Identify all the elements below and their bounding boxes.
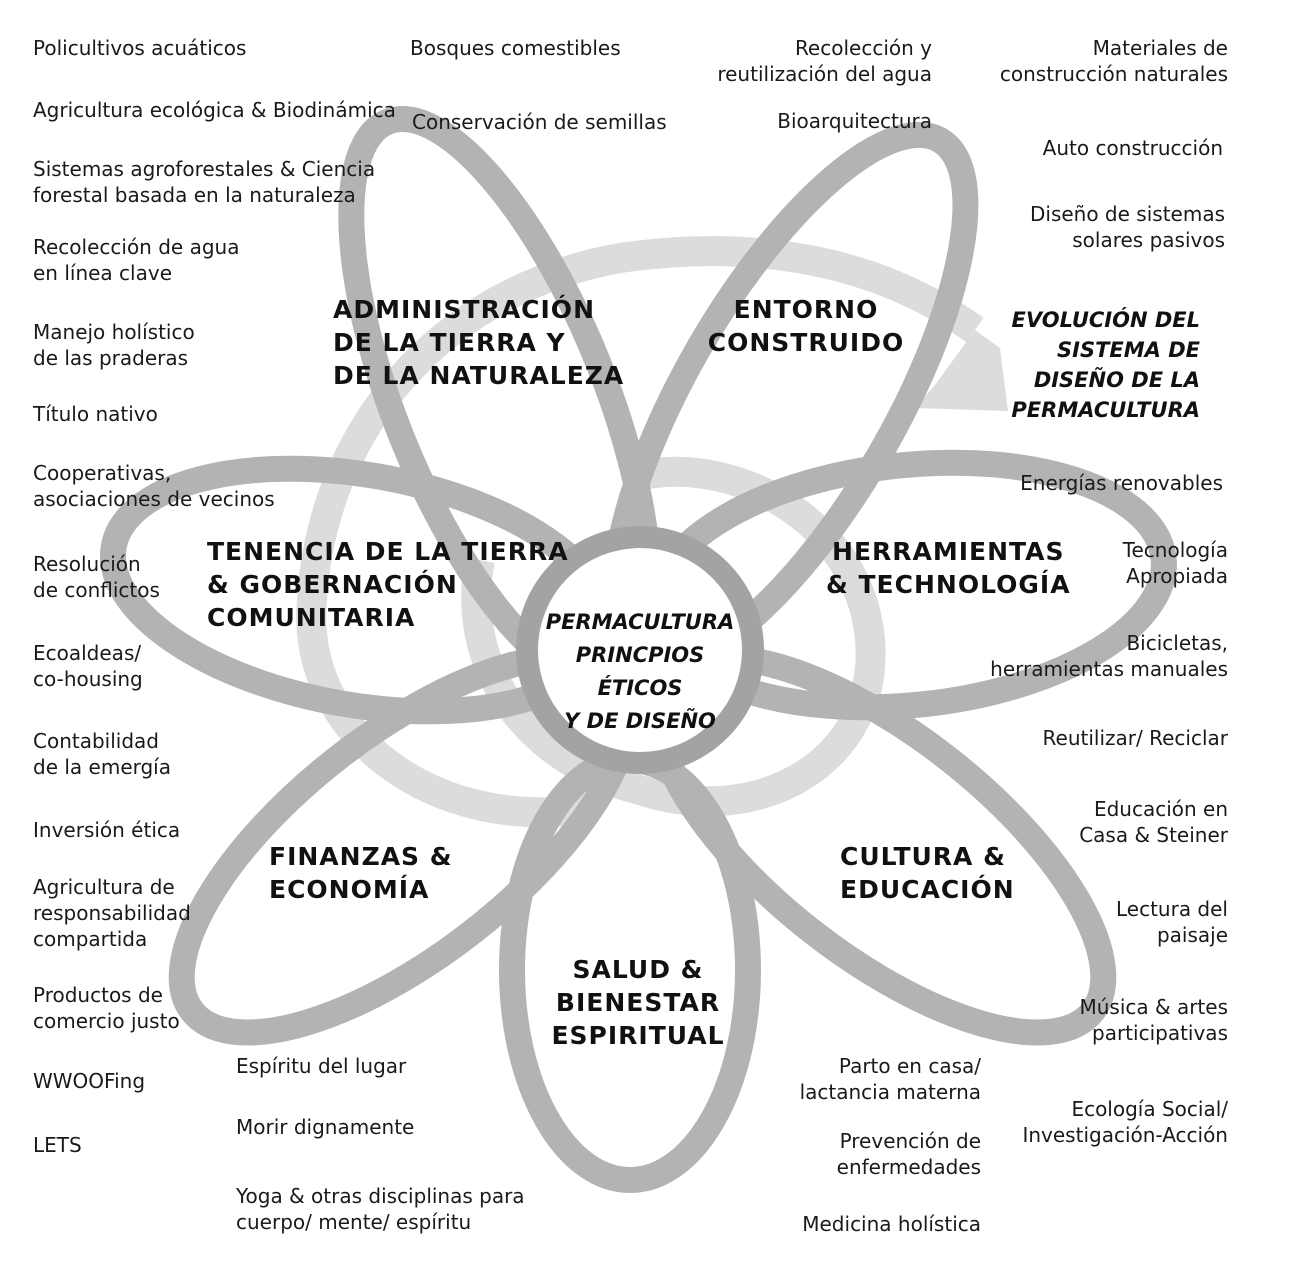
domain-finance: FINANZAS & ECONOMÍA [269, 842, 453, 904]
list-item: Bicicletas, herramientas manuales [990, 631, 1228, 681]
domain-land: ADMINISTRACIÓN DE LA TIERRA Y DE LA NATURALEZA [333, 295, 625, 390]
list-item: Sistemas agroforestales & Ciencia forestal basada en la naturaleza [33, 157, 376, 207]
list-item: Manejo holístico de las praderas [33, 320, 195, 370]
list-item: Música & artes participativas [1079, 995, 1228, 1045]
list-item: Resolución de conflictos [33, 552, 160, 602]
domain-tools: HERRAMIENTAS & TECHNOLOGÍA [826, 537, 1071, 599]
list-item: Productos de comercio justo [33, 983, 180, 1033]
list-item: Parto en casa/ lactancia materna [799, 1054, 981, 1104]
list-item: Auto construcción [1042, 136, 1223, 160]
domain-built: ENTORNO CONSTRUIDO [707, 295, 905, 357]
list-item: Prevención de enfermedades [836, 1129, 981, 1179]
list-item: Reutilizar/ Reciclar [1042, 726, 1228, 750]
list-item: Energías renovables [1020, 471, 1223, 495]
list-item: Bosques comestibles [410, 36, 621, 60]
list-item: Recolección y reutilización del agua [717, 36, 932, 86]
list-item: Medicina holística [802, 1212, 981, 1236]
domain-culture: CULTURA & EDUCACIÓN [840, 842, 1015, 904]
list-item: Bioarquitectura [777, 109, 932, 133]
list-item: Yoga & otras disciplinas para cuerpo/ mente/ espíritu [236, 1184, 525, 1234]
domain-health: SALUD & BIENESTAR ESPIRITUAL [551, 955, 725, 1050]
list-item: Espíritu del lugar [236, 1054, 407, 1078]
list-item: Ecología Social/ Investigación-Acción [1022, 1097, 1228, 1147]
list-item: Título nativo [33, 402, 158, 426]
list-item: Materiales de construcción naturales [999, 36, 1228, 86]
domain-tenure: TENENCIA DE LA TIERRA & GOBERNACIÓN COMUNITARIA [207, 537, 569, 632]
list-item: Recolección de agua en línea clave [33, 235, 240, 285]
list-item: Policultivos acuáticos [33, 36, 247, 60]
list-item: Educación en Casa & Steiner [1079, 797, 1228, 847]
list-item: Tecnología Apropiada [1122, 538, 1228, 588]
list-item: Conservación de semillas [412, 110, 667, 134]
list-item: LETS [33, 1133, 82, 1157]
evolution-label: EVOLUCIÓN DEL SISTEMA DE DISEÑO DE LA PERMACULTURA [1011, 308, 1200, 422]
list-item: Agricultura ecológica & Biodinámica [33, 98, 396, 122]
list-item: WWOOFing [33, 1069, 146, 1093]
list-item: Diseño de sistemas solares pasivos [1029, 202, 1225, 252]
list-item: Cooperativas, asociaciones de vecinos [33, 461, 275, 511]
center-label: PERMACULTURA PRINCPIOS ÉTICOS Y DE DISEÑO [545, 610, 735, 733]
list-item: Inversión ética [33, 818, 181, 842]
list-item: Lectura del paisaje [1115, 897, 1228, 947]
list-item: Morir dignamente [236, 1115, 415, 1139]
list-item: Contabilidad de la emergía [33, 729, 171, 779]
list-item: Agricultura de responsabilidad compartida [33, 875, 191, 951]
list-item: Ecoaldeas/ co-housing [33, 641, 143, 691]
